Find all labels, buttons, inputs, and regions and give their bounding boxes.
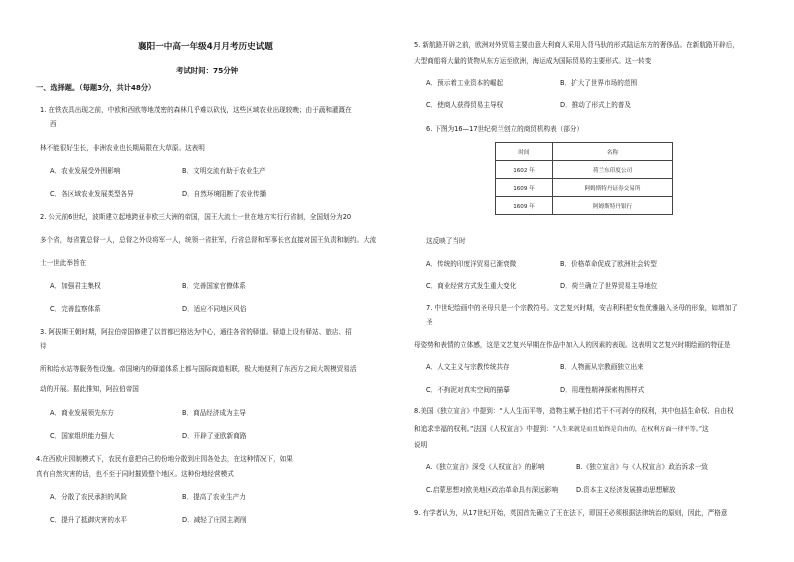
q7-text-line2: 圣 [426,318,433,326]
section-heading: 一、选择题。（每题3分，共计48分） [36,83,156,92]
table-header-row [496,143,673,161]
q9-text-line1: 9. 有学者认为，从17世纪开始，英国首先确立了王在法下，即国王必须根据法律统治的原则，因此，严格意 [414,509,728,517]
q1-option-b: B．文明交流有助于农业生产 [182,167,266,175]
q7-option-d: D．用理性精神探索构图样式 [560,386,645,394]
table-row [496,179,673,197]
table-cell-time: 1609 年 [496,179,553,197]
q2-text-line1: 2. 公元前6世纪，波斯建立起地跨亚非欧三大洲的帝国，国王大流士一世在地方实行行省制，全国划分为20 [40,213,352,221]
q1-option-d: D．自然环境阻断了农业传播 [182,190,267,198]
q4-option-d: D．减轻了庄园主剥削 [182,516,247,524]
q8-text-line3: 说明 [414,441,428,449]
q6-option-c: C．商业经营方式发生重大变化 [426,282,517,290]
table-row [496,161,673,179]
table-header-name: 名称 [553,143,673,161]
q5-option-d: D．推动了形式上的普及 [560,101,632,109]
q8-quote-serif: “人生来就是而且始终是自由的，在权利方面一律平等。” [552,426,703,433]
q7-option-c: C．不拘泥对真实空间的描摹 [426,386,510,394]
q2-option-b: B．完善国家官僚体系 [182,282,246,290]
q4-text-line2: 真有自然灾害的话，也不至于同时摧毁整个地区。这种份地经营模式 [36,470,234,478]
q7-text-line1: 7. 中世纪绘画中的圣母只是一个宗教符号。文艺复兴时期，安吉利科把女性优雅融入圣母的形象，如增加了 [426,304,738,312]
q3-text-line1: 3. 阿拔斯王朝时期，阿拉伯帝国修建了以首都巴格达为中心，通往各省的驿道。驿道上设有驿站、旅店、招 [40,328,352,336]
q1-text-line1: 1. 在铁农具出现之前，中欧和西欧等地茂密的森林几乎难以砍伐，这些区域农业出现较晚；由于蔬和灌溉在 [40,106,352,114]
q5-text-line1: 5. 新航路开辟之前，欧洲对外贸易主要由意大利商人采用人背马驮的形式陆运东方的奢侈品。在新航路开辟后， [414,41,739,49]
q3-text-line4: 动的开展。据此推知，阿拉伯帝国 [40,385,139,393]
table-cell-name: 荷兰东印度公司 [553,161,673,179]
exam-time: 考试时间：75分钟 [176,66,239,75]
q3-text-line2: 待 [40,342,47,350]
q8-option-a: A.《独立宣言》深受《人权宣言》的影响 [426,463,545,471]
table-cell-time: 1602 年 [496,161,553,179]
table-header-time: 时间 [496,143,553,161]
q3-option-c: C．国家组织能力强大 [50,432,114,440]
q8-text-line2-part3: 这 [702,425,709,433]
table-cell-time: 1609 年 [496,197,553,215]
q6-option-b: B．价格革命促成了欧洲社会转型 [560,260,657,268]
q1-text-line3: 林不能很好生长，非洲农业也长期局限在大草原。这表明 [40,144,205,152]
q6-table [495,142,673,215]
q1-option-a: A．农业发展受外围影响 [50,167,121,175]
q5-option-a: A．预示着工业资本的崛起 [426,79,504,87]
q2-text-line3: 士一世此举旨在 [40,259,87,267]
q1-text-line2: 西 [50,120,57,128]
q5-text-line2: 大型商船将大量的货物从东方运至欧洲，海运成为国际贸易的主要形式。这一转变 [414,57,652,65]
q6-option-d: D．荷兰确立了世界贸易主导地位 [560,282,658,290]
q4-option-b: B．提高了农业生产力 [182,493,246,501]
q4-option-a: A．分散了农民承担的风险 [50,493,128,501]
q8-text-line2 [414,425,709,434]
q8-text-line1: 8.美国《独立宣言》中提到：“人人生而平等，造物主赋予他们若干不可剥夺的权利，其中包括生命权、自由权 [414,407,734,415]
q6-text-line1: 6. 下图为16—17世纪荷兰创立的商贸机构表（部分） [426,125,584,133]
q8-option-c: C.启蒙思想对欧美地区政治革命具有深远影响 [426,486,558,494]
table-cell-name: 阿姆斯特丹银行 [553,197,673,215]
q6-option-a: A．传统的印度洋贸易已渐衰微 [426,260,517,268]
q3-text-line3: 所和给水站等服务性设施。帝国境内的驿道体系上都与国际商道相联，极大地便利了东西方之间大规模贸易活 [40,365,357,373]
table-cell-name: 阿姆斯特丹证券交易所 [553,179,673,197]
q3-option-b: B．商品经济成为主导 [182,409,246,417]
q2-text-line2: 多个省，每省置总督一人，总督之外设将军一人，统领一省驻军，行省总督和军事长官直接对国王负责和制约。大流 [40,236,377,244]
q4-text-line1: 4.在西欧庄园制模式下，农民有意把自己的份地分散到庄园各处去，在这种情况下，如果 [36,455,293,463]
q2-option-d: D．适应不同地区风俗 [182,305,247,313]
q5-option-c: C．使商人获得贸易主导权 [426,101,504,109]
q3-option-d: D．开辟了亚欧新商路 [182,432,247,440]
q7-option-a: A．人文主义与宗教传统共存 [426,363,510,371]
q7-text-line3: 母姿势和表情的立体感，这是文艺复兴早期在作品中加入人的因素的表现。这表明文艺复兴时期绘画的特征是 [414,341,731,349]
q2-option-c: C．完善监察体系 [50,305,101,313]
q7-option-b: B．人物画从宗教画独立出来 [560,363,644,371]
q4-option-c: C．提升了抵御灾害的水平 [50,516,128,524]
q8-text-line2-part1: 和追求幸福的权利。”法国《人权宣言》中提到： [414,425,553,433]
exam-title: 襄阳一中高一年级4月月考历史试题 [138,42,273,52]
q5-option-b: B．扩大了世界市场的范围 [560,79,638,87]
q3-option-a: A．商业发展领先东方 [50,409,114,417]
q1-option-c: C．各区域农业发展类型各异 [50,190,134,198]
q6-text-line2: 这反映了当时 [426,237,466,245]
table-row [496,197,673,215]
q2-option-a: A．加强君主集权 [50,282,101,290]
q8-option-d: D.资本主义经济发展推动思想解放 [576,486,676,494]
q8-option-b: B.《独立宣言》与《人权宣言》政治诉求一致 [576,463,708,471]
